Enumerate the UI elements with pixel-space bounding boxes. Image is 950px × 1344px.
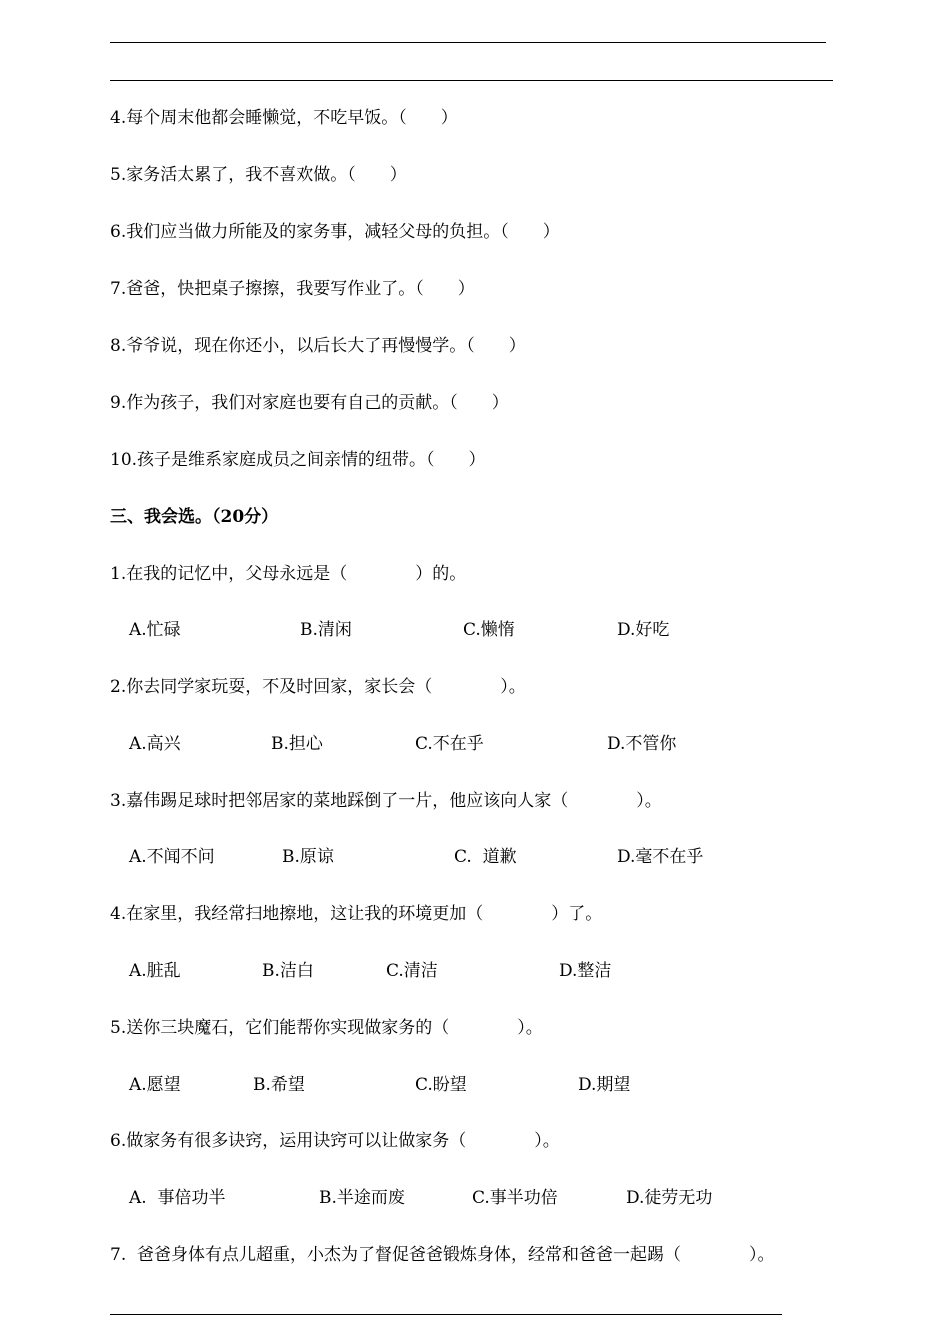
question-stem-7: 7. 爸爸身体有点儿超重，小杰为了督促爸爸锻炼身体，经常和爸爸一起踢（ ）。 bbox=[110, 1245, 775, 1265]
question-1-option-c: C.懒惰 bbox=[463, 620, 515, 640]
question-stem-5: 5.送你三块魔石，它们能帮你实现做家务的（ ）。 bbox=[110, 1018, 543, 1038]
question-5-option-b: B.希望 bbox=[253, 1075, 305, 1095]
question-2-option-d: D.不管你 bbox=[607, 734, 677, 754]
question-1-option-b: B.清闲 bbox=[300, 620, 352, 640]
judgement-item-5: 5.家务活太累了，我不喜欢做。（ ） bbox=[110, 165, 407, 185]
question-2-option-c: C.不在乎 bbox=[415, 734, 484, 754]
question-5-option-d: D.期望 bbox=[578, 1075, 631, 1095]
question-stem-4: 4.在家里，我经常扫地擦地，这让我的环境更加（ ）了。 bbox=[110, 904, 603, 924]
question-4-option-b: B.洁白 bbox=[262, 961, 314, 981]
judgement-item-6: 6.我们应当做力所能及的家务事，减轻父母的负担。（ ） bbox=[110, 222, 560, 242]
question-6-option-d: D.徒劳无功 bbox=[626, 1188, 713, 1208]
question-3-option-c: C. 道歉 bbox=[454, 847, 517, 867]
question-1-option-a: A.忙碌 bbox=[129, 620, 181, 640]
question-4-option-d: D.整洁 bbox=[559, 961, 612, 981]
question-5-option-a: A.愿望 bbox=[129, 1075, 181, 1095]
question-stem-3: 3.嘉伟踢足球时把邻居家的菜地踩倒了一片，他应该向人家（ ）。 bbox=[110, 791, 662, 811]
question-6-option-c: C.事半功倍 bbox=[472, 1188, 558, 1208]
judgement-item-7: 7.爸爸，快把桌子擦擦，我要写作业了。（ ） bbox=[110, 279, 475, 299]
question-4-option-a: A.脏乱 bbox=[129, 961, 181, 981]
question-stem-6: 6.做家务有很多诀窍，运用诀窍可以让做家务（ ）。 bbox=[110, 1131, 560, 1151]
question-3-option-d: D.毫不在乎 bbox=[617, 847, 704, 867]
question-4-option-c: C.清洁 bbox=[386, 961, 438, 981]
question-6-option-a: A. 事倍功半 bbox=[129, 1188, 226, 1208]
judgement-item-4: 4.每个周末他都会睡懒觉，不吃早饭。（ ） bbox=[110, 108, 458, 128]
question-5-option-c: C.盼望 bbox=[415, 1075, 467, 1095]
question-3-option-a: A.不闻不问 bbox=[129, 847, 215, 867]
top-rule-2 bbox=[110, 80, 833, 81]
question-6-option-b: B.半途而废 bbox=[319, 1188, 405, 1208]
judgement-item-8: 8.爷爷说，现在你还小，以后长大了再慢慢学。（ ） bbox=[110, 336, 526, 356]
question-2-option-b: B.担心 bbox=[271, 734, 323, 754]
top-rule-1 bbox=[110, 42, 826, 43]
judgement-item-9: 9.作为孩子，我们对家庭也要有自己的贡献。（ ） bbox=[110, 393, 509, 413]
question-3-option-b: B.原谅 bbox=[282, 847, 334, 867]
question-stem-1: 1.在我的记忆中，父母永远是（ ）的。 bbox=[110, 564, 467, 584]
question-2-option-a: A.高兴 bbox=[129, 734, 181, 754]
question-1-option-d: D.好吃 bbox=[617, 620, 670, 640]
bottom-rule bbox=[110, 1314, 782, 1315]
question-stem-2: 2.你去同学家玩耍，不及时回家，家长会（ ）。 bbox=[110, 677, 526, 697]
section-heading: 三、我会选。（20分） bbox=[110, 507, 279, 527]
judgement-item-10: 10.孩子是维系家庭成员之间亲情的纽带。（ ） bbox=[110, 450, 486, 470]
